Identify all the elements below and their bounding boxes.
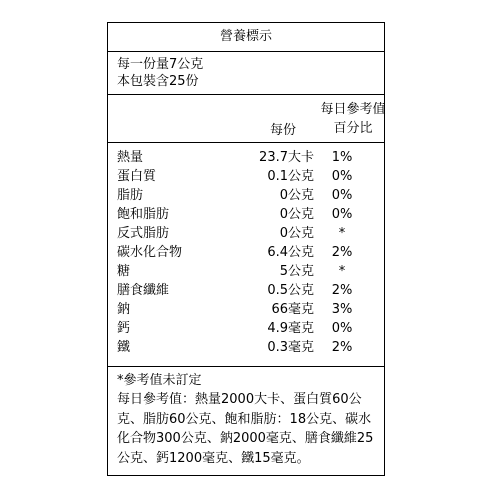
nutrient-percent: 1% (331, 150, 353, 165)
nutrient-percent: * (338, 226, 346, 241)
nutrient-amount: 4.9毫克 (267, 321, 314, 336)
nutrient-name: 糖 (117, 264, 131, 279)
nutrient-percent: * (338, 264, 346, 279)
nutrient-percent: 2% (331, 245, 353, 260)
divider-header (108, 142, 384, 143)
nutrient-amount: 23.7大卡 (259, 150, 314, 165)
nutrient-row-fat (108, 186, 384, 205)
nutrient-name: 碳水化合物 (117, 245, 183, 260)
nutrient-amount: 0.5公克 (267, 283, 314, 298)
nutrient-name: 膳食纖維 (117, 283, 170, 298)
nutrient-amount: 0公克 (279, 188, 314, 203)
serving-size: 每一份量7公克 (117, 57, 204, 72)
nutrient-row-sugar (108, 262, 384, 281)
nutrient-row-protein (108, 167, 384, 186)
nutrition-facts-label (107, 22, 385, 476)
nutrient-name: 熱量 (117, 150, 144, 165)
divider-footnote (108, 366, 384, 367)
nutrient-percent: 3% (331, 302, 353, 317)
nutrient-amount: 66毫克 (271, 302, 314, 317)
nutrient-amount: 6.4公克 (267, 245, 314, 260)
nutrient-row-energy (108, 148, 384, 167)
divider-title (108, 51, 384, 52)
footnote-text: 每日參考值：熱量2000大卡、蛋白質60公克、脂肪60公克、飽和脂肪：18公克、碳水化合物300公克、鈉2000毫克、膳食纖維25公克、鈣1200毫克、鐵15毫克。 (117, 392, 374, 466)
daily-ref-header-line2: 百分比 (333, 121, 373, 136)
nutrient-row-dietary-fiber (108, 281, 384, 300)
daily-ref-header-line1: 每日參考值 (320, 102, 386, 117)
nutrient-name: 飽和脂肪 (117, 207, 170, 222)
nutrient-name: 鈉 (117, 302, 131, 317)
servings-per-package: 本包裝含25份 (117, 74, 199, 89)
footnote-title: *參考值未訂定 (117, 373, 202, 388)
nutrient-percent: 0% (331, 207, 353, 222)
nutrient-name: 反式脂肪 (117, 226, 170, 241)
nutrient-percent: 2% (331, 283, 353, 298)
nutrient-percent: 2% (331, 340, 353, 355)
nutrient-amount: 5公克 (279, 264, 314, 279)
nutrient-name: 蛋白質 (117, 169, 157, 184)
nutrient-row-trans-fat (108, 224, 384, 243)
label-title: 營養標示 (219, 29, 272, 44)
nutrient-row-sodium (108, 300, 384, 319)
nutrient-name: 鐵 (117, 340, 131, 355)
nutrient-row-carbohydrate (108, 243, 384, 262)
nutrient-percent: 0% (331, 169, 353, 184)
nutrient-percent: 0% (331, 188, 353, 203)
nutrient-name: 脂肪 (117, 188, 144, 203)
nutrient-amount: 0.3毫克 (267, 340, 314, 355)
divider-serving (108, 94, 384, 95)
per-serving-header: 每份 (270, 123, 297, 138)
nutrient-amount: 0公克 (279, 226, 314, 241)
nutrient-row-iron (108, 338, 384, 357)
nutrient-amount: 0.1公克 (267, 169, 314, 184)
nutrient-amount: 0公克 (279, 207, 314, 222)
nutrient-row-saturated-fat (108, 205, 384, 224)
nutrient-name: 鈣 (117, 321, 131, 336)
nutrient-row-calcium (108, 319, 384, 338)
nutrient-percent: 0% (331, 321, 353, 336)
